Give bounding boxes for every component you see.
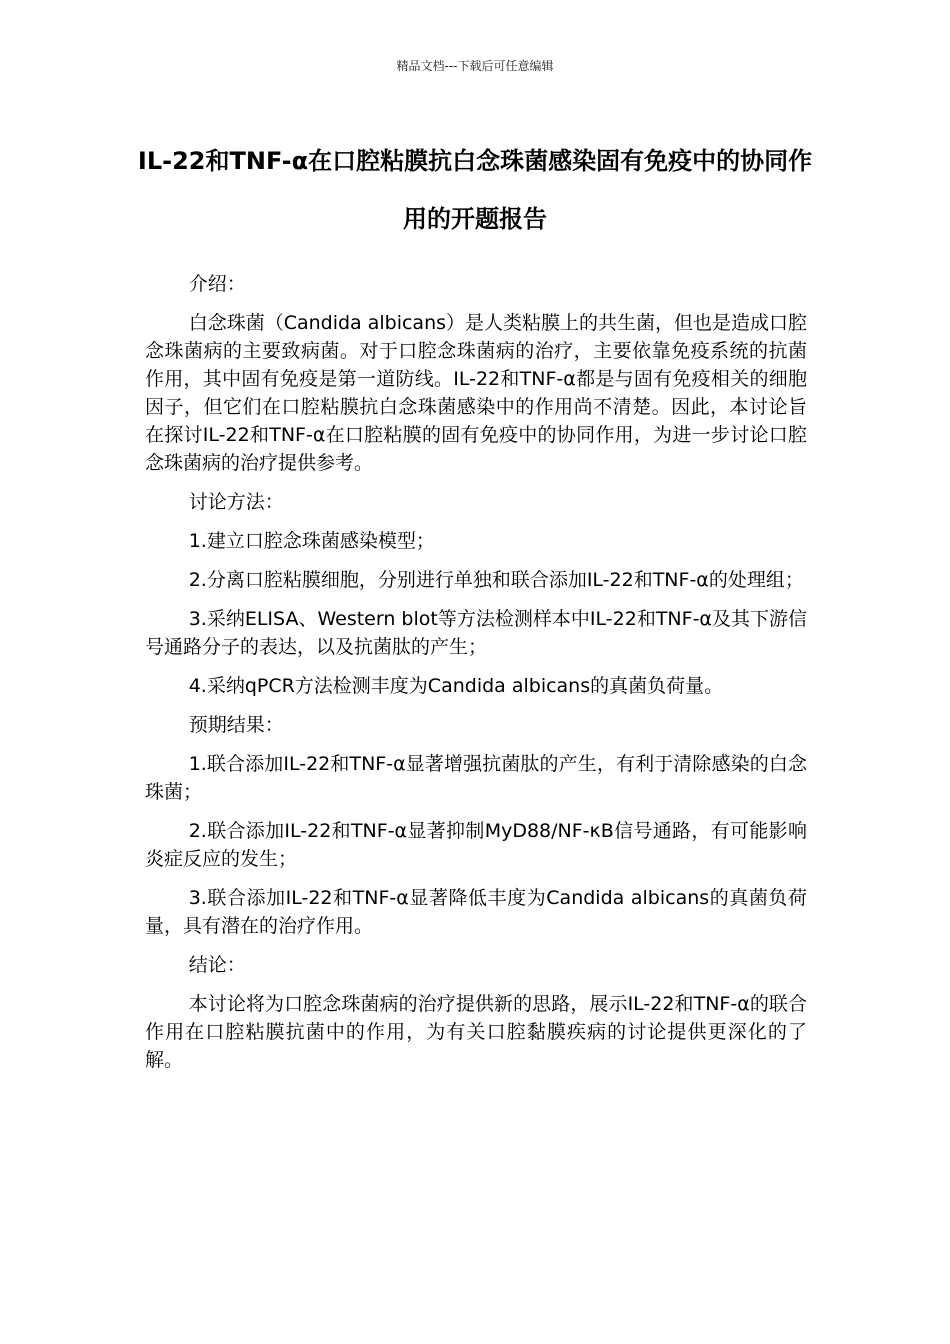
document-title: IL-22和TNF-α在口腔粘膜抗白念珠菌感染固有免疫中的协同作用的开题报告	[137, 147, 813, 233]
result-item-3: 3.联合添加IL-22和TNF-α显著降低丰度为Candida albicans的真菌负荷量，具有潜在的治疗作用。	[145, 887, 807, 937]
section-heading-expected-results: 预期结果：	[188, 714, 284, 736]
section-heading-methods: 讨论方法：	[188, 491, 284, 513]
document-body	[145, 270, 807, 1085]
conclusion-paragraph: 本讨论将为口腔念珠菌病的治疗提供新的思路，展示IL-22和TNF-α的联合作用在口腔粘膜抗菌中的作用，为有关口腔黏膜疾病的讨论提供更深化的了解。	[145, 993, 807, 1071]
intro-paragraph: 白念珠菌（Candida albicans）是人类粘膜上的共生菌，但也是造成口腔念珠菌病的主要致病菌。对于口腔念珠菌病的治疗，主要依靠免疫系统的抗菌作用，其中固有免疫是第一道防线。IL-22和TNF-α都是与固有免疫相关的细胞因子，但它们在口腔粘膜抗白念珠菌感染中的作用尚不清楚。因此，本讨论旨在探讨IL-22和TNF-α在口腔粘膜的固有免疫中的协同作用，为进一步讨论口腔念珠菌病的治疗提供参考。	[145, 312, 808, 474]
result-item-2: 2.联合添加IL-22和TNF-α显著抑制MyD88/NF-κB信号通路，有可能影响炎症反应的发生；	[145, 820, 807, 870]
method-item-2: 2.分离口腔粘膜细胞，分别进行单独和联合添加IL-22和TNF-α的处理组；	[188, 569, 804, 591]
method-item-4: 4.采纳qPCR方法检测丰度为Candida albicans的真菌负荷量。	[188, 675, 724, 697]
method-item-3: 3.采纳ELISA、Western blot等方法检测样本中IL-22和TNF-α及其下游信号通路分子的表达，以及抗菌肽的产生；	[145, 608, 807, 658]
section-heading-conclusion: 结论：	[188, 954, 246, 976]
page-header: 精品文档---下载后可任意编辑	[396, 59, 554, 73]
method-item-1: 1.建立口腔念珠菌感染模型；	[188, 530, 435, 552]
result-item-1: 1.联合添加IL-22和TNF-α显著增强抗菌肽的产生，有利于清除感染的白念珠菌；	[145, 753, 807, 803]
section-heading-intro: 介绍：	[188, 273, 246, 295]
